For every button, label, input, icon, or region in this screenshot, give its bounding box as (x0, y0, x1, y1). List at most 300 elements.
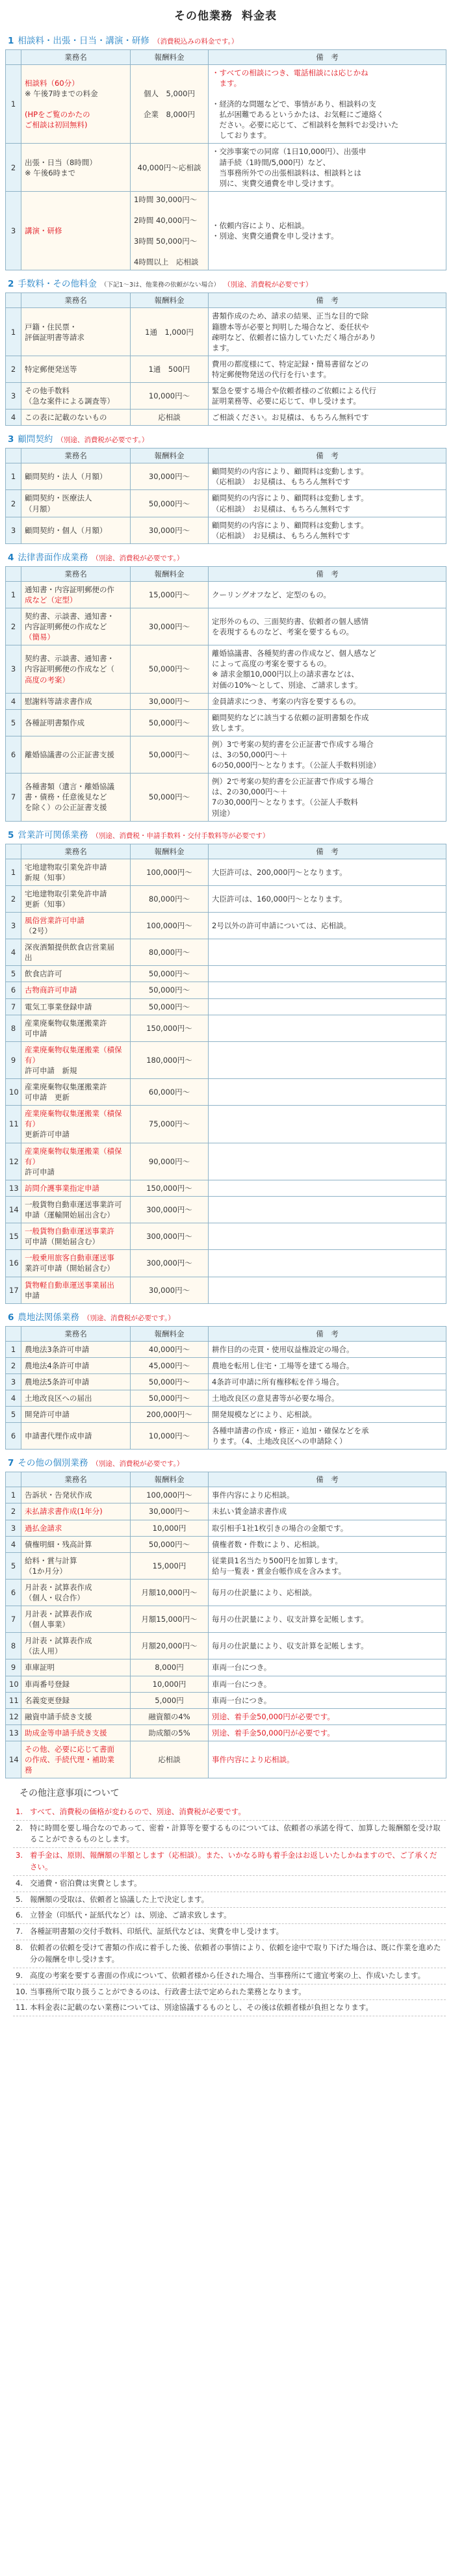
table-row (6, 774, 446, 821)
table-row (6, 1606, 446, 1633)
row-index: 16 (6, 1250, 21, 1277)
fee-text: 50,000円～ (148, 1377, 190, 1386)
row-index: 6 (6, 982, 21, 998)
item-text: 顧問契約・医療法人 (25, 493, 92, 503)
remark-text: 例）3で考案の契約書を公正証書で作成する場合 (212, 739, 374, 749)
fee-text: 300,000円～ (146, 1258, 192, 1268)
section-number: 6 (8, 1312, 14, 1323)
item-text: 産業廃棄物収集運搬業（積保有） (25, 1109, 122, 1129)
item-text: 業許可申請（開始届含む） (25, 1264, 114, 1273)
remark-text: ります。（4、土地改良区への申請除く） (212, 1437, 347, 1446)
fee-text: 30,000円～ (148, 622, 190, 632)
remark-text: しております。 (212, 131, 272, 140)
item-text: 戸籍・住民票・ (25, 322, 77, 332)
header-remark: 備 考 (209, 844, 446, 859)
row-item (21, 1143, 131, 1180)
remark-text: 離婚協議書、各種契約書の作成など、個人感など (212, 649, 376, 658)
row-item (21, 1196, 131, 1223)
item-text: 助成金等申請手続き支援 (25, 1728, 107, 1737)
fee-table (5, 448, 446, 544)
fee-text: 月額20,000円～ (141, 1641, 198, 1651)
row-item (21, 517, 131, 543)
table-row (6, 1633, 446, 1659)
header-fee: 報酬料金 (131, 49, 209, 64)
remark-text: （応相談） お見積は、もちろん無料です (212, 504, 350, 514)
row-remark (209, 693, 446, 709)
table-header-row (6, 566, 446, 581)
row-fee (131, 517, 209, 543)
header-item: 業務名 (21, 449, 131, 463)
fee-text: 300,000円～ (146, 1204, 192, 1214)
fee-text: 50,000円～ (148, 664, 190, 674)
row-index: 3 (6, 912, 21, 939)
remark-text: （応相談） お見積は、もちろん無料です (212, 530, 350, 540)
remark-text: 大臣許可は、200,000円～となります。 (212, 867, 347, 877)
note-item (13, 1892, 446, 1908)
row-index: 10 (6, 1079, 21, 1106)
row-item (21, 1373, 131, 1390)
row-item (21, 410, 131, 426)
row-remark (209, 383, 446, 410)
section-subtitle: （下記1～3は、他業務の依頼がない場合） (100, 281, 220, 289)
row-fee (131, 1633, 209, 1659)
row-index: 5 (6, 709, 21, 736)
note-text: 着手金は、原則、報酬額の半額とします（応相談）。また、いかなる時も着手金はお返しいたしかねますので、ご了承ください。 (30, 1851, 437, 1872)
row-item (21, 1633, 131, 1659)
row-item (21, 885, 131, 912)
row-item (21, 581, 131, 608)
note-text: 高度の考案を要する書面の作成について、依頼者様から任された場合、当事務所にて適宜考案の上、作成いたします。 (30, 1970, 426, 1980)
table-row (6, 1520, 446, 1536)
table-row (6, 1250, 446, 1277)
row-fee (131, 859, 209, 885)
row-fee (131, 1552, 209, 1579)
note-text: すべて、消費税の価格が変わるので、別途、消費税が必要です。 (30, 1806, 246, 1816)
row-index: 3 (6, 517, 21, 543)
table-row (6, 1503, 446, 1520)
remark-text: 事件内容により応相談。 (212, 1490, 294, 1500)
row-fee (131, 1341, 209, 1357)
row-fee (131, 1143, 209, 1180)
item-text: 内容証明郵便の作成など（ (25, 664, 114, 674)
header-remark: 備 考 (209, 449, 446, 463)
row-fee (131, 1041, 209, 1078)
row-item (21, 1180, 131, 1196)
fee-table (5, 293, 446, 426)
row-index: 2 (6, 608, 21, 645)
fee-text: 1時間 30,000円～ (134, 194, 198, 204)
remark-text: ※ 請求金額10,000円以上の請求書などは、 (212, 670, 359, 679)
row-item (21, 774, 131, 821)
row-fee (131, 1536, 209, 1552)
fee-text: 月額10,000円～ (141, 1587, 198, 1597)
item-text: 土地改良区への届出 (25, 1393, 92, 1403)
item-text: 産業廃棄物収集運搬業（積保有） (25, 1045, 122, 1065)
row-fee (131, 1606, 209, 1633)
item-text: 特定郵便発送等 (25, 364, 77, 374)
section-number: 2 (8, 279, 14, 290)
row-item (21, 490, 131, 517)
item-text: 給料・賞与計算 (25, 1555, 77, 1565)
row-index: 2 (6, 1357, 21, 1373)
fee-text: 4時間以上 応相談 (134, 257, 199, 267)
fee-table (5, 1326, 446, 1450)
row-fee (131, 693, 209, 709)
item-text: 務 (25, 1765, 32, 1775)
note-item (13, 1821, 446, 1849)
fee-text: 3時間 50,000円～ (134, 237, 198, 246)
row-fee (131, 608, 209, 645)
table-row (6, 1106, 446, 1143)
table-header-row (6, 293, 446, 308)
table-row (6, 1692, 446, 1708)
note-text: 当事務所で取り扱うことができるのは、行政書士法で定められた業務となります。 (30, 1986, 306, 1996)
fee-text: 10,000円 (152, 1679, 187, 1689)
item-text: 離婚協議書の公正証書支援 (25, 750, 114, 760)
note-text: 報酬額の受取は、依頼者と協議した上で決定します。 (30, 1894, 209, 1904)
row-remark (209, 1196, 446, 1223)
section-tax-note: （消費税込みの料金です。） (153, 37, 238, 46)
row-item (21, 1676, 131, 1692)
header-remark: 備 考 (209, 293, 446, 308)
remark-text: 毎月の仕訳量により、収支計算を記帳します。 (212, 1641, 368, 1651)
fee-text: 100,000円～ (146, 867, 192, 877)
fee-text: 助成額の5% (148, 1728, 190, 1737)
row-item (21, 1708, 131, 1724)
table-row (6, 517, 446, 543)
table-row (6, 581, 446, 608)
fee-text: 30,000円～ (148, 696, 190, 706)
remark-text: 毎月の仕訳量により、収支計算を記帳します。 (212, 1615, 368, 1624)
table-row (6, 966, 446, 982)
item-text: 告訴状・告発状作成 (25, 1490, 92, 1500)
row-fee (131, 1277, 209, 1303)
row-item (21, 1277, 131, 1303)
item-text: 貨物軽自動車運送事業届出 (25, 1280, 114, 1290)
row-remark (209, 774, 446, 821)
remark-text: ださい。必要に応じて、ご相談料を無料でお受けいた (212, 120, 399, 130)
item-text: 申請（運輸開始届出含む） (25, 1210, 114, 1220)
fee-text: 融資額の4% (148, 1711, 190, 1721)
row-fee (131, 383, 209, 410)
row-fee (131, 709, 209, 736)
section-tax-note: （別途、消費税が必要です。） (92, 1460, 184, 1468)
fee-text: 80,000円～ (148, 894, 190, 904)
row-item (21, 998, 131, 1015)
item-text: 債権明細・残高計算 (25, 1539, 92, 1549)
remark-text: 費用の都度様にて、特定記録・簡易書留などの (212, 359, 369, 369)
row-remark (209, 1223, 446, 1250)
header-index (6, 1472, 21, 1487)
row-item (21, 64, 131, 144)
fee-table (5, 1472, 446, 1778)
page-title (5, 0, 446, 27)
section-heading (8, 552, 446, 564)
table-row (6, 1423, 446, 1450)
fee-text: 10,000円～ (148, 1431, 190, 1441)
item-text: ご相談は初回無料) (25, 120, 88, 130)
section-number: 7 (8, 1458, 14, 1469)
remark-text: 車両一台につき。 (212, 1663, 272, 1672)
remark-text: は、3の50,000円～＋ (212, 750, 288, 760)
row-fee (131, 308, 209, 356)
header-item: 業務名 (21, 1326, 131, 1341)
row-index: 7 (6, 774, 21, 821)
row-index: 7 (6, 1606, 21, 1633)
header-fee: 報酬料金 (131, 844, 209, 859)
row-remark (209, 1180, 446, 1196)
row-item (21, 1503, 131, 1520)
row-index: 12 (6, 1708, 21, 1724)
item-text: 風俗営業許可申請 (25, 915, 84, 925)
fee-text: 2時間 40,000円～ (134, 216, 198, 225)
row-remark (209, 939, 446, 966)
row-fee (131, 966, 209, 982)
header-index (6, 449, 21, 463)
row-remark (209, 709, 446, 736)
header-item: 業務名 (21, 49, 131, 64)
header-fee: 報酬料金 (131, 1326, 209, 1341)
page-title-main: その他業務 (174, 10, 233, 23)
table-row (6, 693, 446, 709)
item-text: 申請書代理作成申請 (25, 1431, 92, 1441)
row-remark (209, 1423, 446, 1450)
row-fee (131, 1407, 209, 1423)
row-fee (131, 490, 209, 517)
section-title: その他の個別業務 (18, 1458, 88, 1469)
row-index: 2 (6, 1503, 21, 1520)
row-remark (209, 144, 446, 191)
row-item (21, 1606, 131, 1633)
section-title: 法律書面作成業務 (18, 552, 88, 563)
row-item (21, 1079, 131, 1106)
row-index: 6 (6, 1579, 21, 1606)
row-remark (209, 1536, 446, 1552)
row-fee (131, 1079, 209, 1106)
row-remark (209, 410, 446, 426)
fee-text: 応相談 (158, 1755, 181, 1764)
remark-text: 別に、実費交通費を申し受けます。 (212, 178, 339, 188)
row-index: 11 (6, 1106, 21, 1143)
item-text: 電気工事業登録申請 (25, 1002, 92, 1011)
remark-text: ・経済的な問題などで、事情があり、相談料の支 (212, 99, 376, 109)
fee-text: 50,000円～ (148, 499, 190, 508)
remark-text: ます。 (212, 343, 234, 352)
header-fee: 報酬料金 (131, 566, 209, 581)
section-heading (8, 829, 446, 842)
row-index: 9 (6, 1041, 21, 1078)
table-row (6, 356, 446, 382)
remark-text: 対価の10%～として、別途、ご請求します。 (212, 680, 363, 690)
remark-text: 致します。 (212, 723, 249, 733)
table-row (6, 1079, 446, 1106)
row-fee (131, 356, 209, 382)
item-text: 契約書、示談書、通知書・ (25, 654, 114, 664)
row-fee (131, 1250, 209, 1277)
row-item (21, 1341, 131, 1357)
remark-text: 事件内容により応相談。 (212, 1755, 294, 1764)
fee-text: 50,000円～ (148, 750, 190, 760)
section-tax-note: （別途、消費税が必要です。） (57, 436, 149, 445)
remark-text: 特定郵便物発送の代行を行います。 (212, 369, 331, 379)
row-remark (209, 1633, 446, 1659)
row-remark (209, 1552, 446, 1579)
note-item (13, 1924, 446, 1940)
remark-text: ・交渉事案での同席（1日10,000円）、出張申 (212, 147, 367, 157)
remark-text: 農地を転用し住宅・工場等を建てる場合。 (212, 1360, 354, 1370)
table-row (6, 383, 446, 410)
table-row (6, 1223, 446, 1250)
table-row (6, 1357, 446, 1373)
note-text: 依頼者の依頼を受けて書類の作成に着手した後、依頼者の事情により、依頼を途中で取り下げた場合は、既に作業を進めた分の報酬を申し受けます。 (30, 1943, 441, 1964)
fee-table (5, 844, 446, 1304)
row-fee (131, 1390, 209, 1406)
remark-text: 未払い賃金請求書作成 (212, 1507, 287, 1516)
row-fee (131, 736, 209, 773)
row-item (21, 1390, 131, 1406)
row-remark (209, 1390, 446, 1406)
row-remark (209, 966, 446, 982)
row-index: 4 (6, 939, 21, 966)
row-fee (131, 998, 209, 1015)
note-item (13, 1984, 446, 2001)
table-header-row (6, 844, 446, 859)
item-text: 月計表・試算表作成 (25, 1582, 92, 1592)
item-text: 融資申請手続き支援 (25, 1711, 92, 1721)
row-index: 17 (6, 1277, 21, 1303)
table-row (6, 885, 446, 912)
row-fee (131, 410, 209, 426)
row-remark (209, 356, 446, 382)
remark-text: 各種申請書の作成・修正・追加・確保などを承 (212, 1426, 369, 1436)
item-text: 宅地建物取引業免許申請 (25, 889, 107, 898)
note-number: 7. (16, 1927, 23, 1936)
row-fee (131, 1196, 209, 1223)
section-tax-note: （別途、消費税が必要です） (224, 281, 313, 289)
header-item: 業務名 (21, 844, 131, 859)
row-item (21, 1015, 131, 1041)
item-text: 産業廃棄物収集運搬業許 (25, 1082, 107, 1092)
row-item (21, 1692, 131, 1708)
table-row (6, 64, 446, 144)
remark-text: クーリングオフなど、定型のもの。 (212, 590, 331, 599)
section-title: 農地法関係業務 (18, 1312, 79, 1323)
section-tax-note: （別途、消費税が必要です。） (92, 554, 184, 562)
row-remark (209, 1708, 446, 1724)
item-text: 名義変更登録 (25, 1695, 70, 1705)
row-item (21, 1223, 131, 1250)
row-index: 11 (6, 1692, 21, 1708)
fee-text: 30,000円～ (148, 1507, 190, 1516)
row-index: 8 (6, 1633, 21, 1659)
table-row (6, 1676, 446, 1692)
note-text: 各種証明書類の交付手数料、印紙代、証紙代などは、実費を申し受けます。 (30, 1927, 284, 1936)
section-tax-note: （別途、消費税・申請手数料・交付手数料等が必要です） (92, 831, 270, 840)
row-fee (131, 645, 209, 693)
note-number: 3. (16, 1851, 23, 1860)
row-fee (131, 463, 209, 490)
item-text: 農地法5条許可申請 (25, 1377, 90, 1386)
row-item (21, 463, 131, 490)
header-fee: 報酬料金 (131, 449, 209, 463)
row-index: 14 (6, 1196, 21, 1223)
row-index: 5 (6, 1552, 21, 1579)
row-remark (209, 1143, 446, 1180)
remark-text: 顧問契約の内容により、顧問料は変動します。 (212, 520, 368, 530)
remark-text: によって高度の考案を要するもの。 (212, 659, 331, 669)
section-number: 3 (8, 434, 14, 445)
item-text: （急な案件による調査等） (25, 397, 114, 406)
fee-text: 1通 1,000円 (145, 327, 194, 337)
table-header-row (6, 1326, 446, 1341)
remark-text: 払が困難であるというかたは、お気軽にご連絡く (212, 110, 384, 120)
row-remark (209, 1676, 446, 1692)
remark-text: 別途、着手金50,000円が必要です。 (212, 1711, 335, 1721)
item-text: 宅地建物取引業免許申請 (25, 862, 107, 872)
row-remark (209, 1106, 446, 1143)
item-text: 顧問契約・個人（月額） (25, 525, 107, 535)
fee-text: 200,000円～ (146, 1410, 192, 1420)
table-row (6, 1015, 446, 1041)
fee-text: 50,000円～ (148, 1539, 190, 1549)
row-fee (131, 982, 209, 998)
item-text: 許可申請 (25, 1167, 55, 1177)
item-text: （月額） (25, 504, 55, 514)
row-remark (209, 1041, 446, 1078)
row-item (21, 608, 131, 645)
row-index: 3 (6, 1520, 21, 1536)
row-remark (209, 1520, 446, 1536)
header-index (6, 1326, 21, 1341)
fee-text: 100,000円～ (146, 921, 192, 931)
table-row (6, 645, 446, 693)
header-index (6, 844, 21, 859)
remark-text: 疎明など、依頼者に協力していただく場合があり (212, 332, 376, 342)
remark-text: 7の30,000円～となります。（公証人手数料 (212, 798, 358, 807)
row-item (21, 1536, 131, 1552)
remark-text: 金員請求につき、考案の内容を要するもの。 (212, 696, 361, 706)
note-text: 本料金表に記載のない業務については、別途協議するものとし、その後は依頼者様が負担となります。 (30, 2003, 373, 2012)
table-row (6, 144, 446, 191)
item-text: 産業廃棄物収集運搬業許 (25, 1018, 107, 1028)
table-row (6, 859, 446, 885)
row-index: 4 (6, 1536, 21, 1552)
remark-text (212, 88, 443, 99)
fee-text: 75,000円～ (148, 1119, 190, 1129)
table-row (6, 1277, 446, 1303)
row-index: 12 (6, 1143, 21, 1180)
item-text: ※ 午後6時まで (25, 168, 76, 177)
fee-text: 45,000円～ (148, 1360, 190, 1370)
row-fee (131, 1223, 209, 1250)
item-text: 農地法3条許可申請 (25, 1344, 90, 1354)
fee-text: 150,000円～ (146, 1023, 192, 1033)
table-row (6, 1708, 446, 1724)
table-row (6, 1659, 446, 1676)
row-index: 2 (6, 356, 21, 382)
fee-text: 30,000円～ (148, 525, 190, 535)
row-fee (131, 191, 209, 270)
item-text: （簡易） (25, 632, 55, 642)
fee-text: 15,000円 (152, 1561, 187, 1570)
row-item (21, 1423, 131, 1450)
item-text: 書・債務・任意後見など (25, 792, 107, 802)
fee-text: 10,000円 (152, 1523, 187, 1533)
item-text: 許可申請 新規 (25, 1066, 77, 1075)
row-fee (131, 1659, 209, 1676)
row-fee (131, 1487, 209, 1503)
item-text (25, 99, 127, 109)
